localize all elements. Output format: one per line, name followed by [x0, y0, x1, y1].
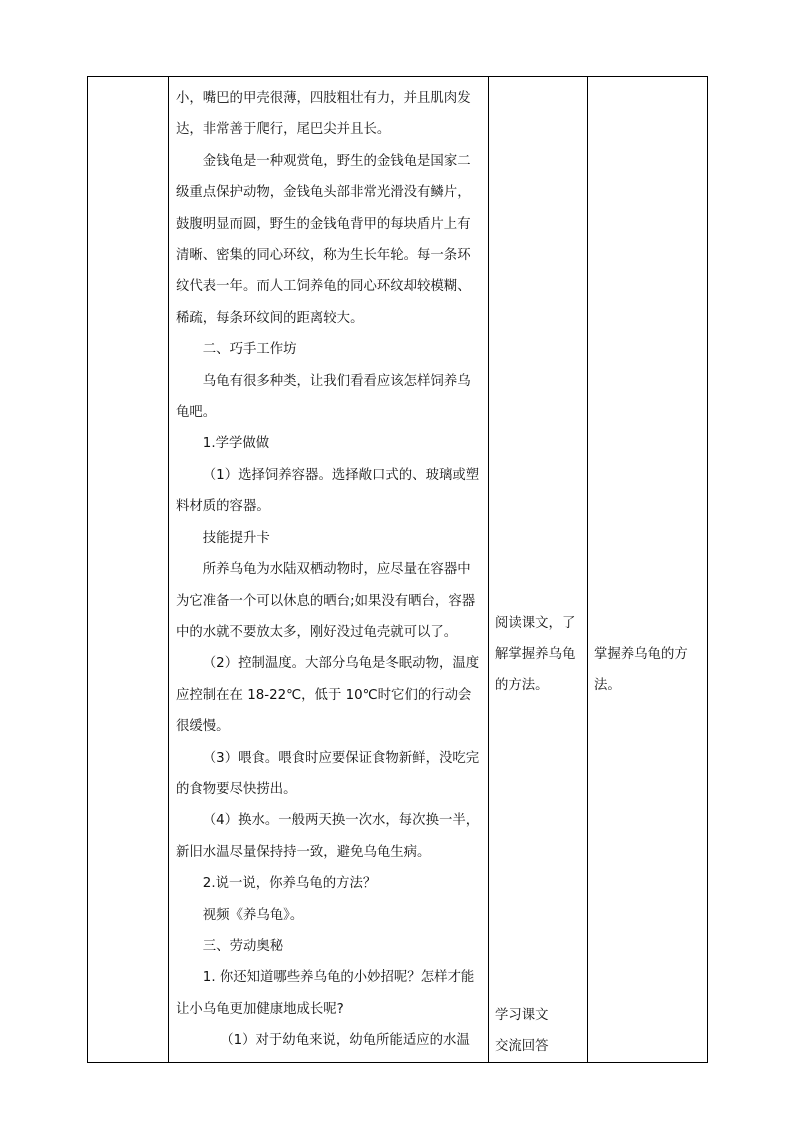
paragraph: （1）选择饲养容器。选择敞口式的、玻璃或塑料材质的容器。	[176, 467, 480, 515]
paragraph: 1. 你还知道哪些养乌龟的小妙招呢？怎样才能让小乌龟更加健康地成长呢?	[176, 970, 475, 1017]
lesson-plan-table	[87, 76, 708, 1063]
paragraph: （3）喂食。喂食时应要保证食物新鲜，没吃完的食物要尽快捞出。	[176, 750, 480, 797]
section-heading: 三、劳动奥秘	[202, 938, 284, 954]
student-activity-cell	[489, 77, 588, 1063]
blank-column-cell	[88, 77, 169, 1063]
paragraph: 所养乌龟为水陆双栖动物时，应尽量在容器中为它准备一个可以休息的晒台;如果没有晒台，容器中的水就不要放太多，刚好没过龟壳就可以了。	[176, 562, 476, 640]
section-heading: 二、巧手工作坊	[202, 342, 297, 358]
student-activity-line: 学习课文	[495, 1007, 549, 1023]
paragraph: 小，嘴巴的甲壳很薄，四肢粗壮有力，并且肌肉发达，非常善于爬行，尾巴尖并且长。	[176, 91, 471, 138]
paragraph: 金钱龟是一种观赏龟，野生的金钱龟是国家二级重点保护动物，金钱龟头部非常光滑没有鳞片，鼓腹明显而圆，野生的金钱龟背甲的每块盾片上有清晰、密集的同心环纹，称为生长年轮。每一条环纹代表一年。而人工饲养龟的同心环纹却较模糊、稀疏，每条环纹间的距离较大。	[176, 153, 471, 326]
paragraph: 乌龟有很多种类，让我们看看应该怎样饲养乌龟吧。	[176, 373, 471, 421]
student-activity-line: 交流回答	[495, 1038, 549, 1054]
teaching-content-cell	[169, 77, 489, 1063]
student-activity-text	[489, 702, 587, 1062]
design-intent-text: 掌握养乌龟的方法。	[594, 647, 688, 694]
design-intent-cell	[588, 77, 708, 1063]
teaching-content	[169, 77, 488, 1057]
student-activity-text: 阅读课文，了解掌握养乌龟的方法。	[495, 616, 576, 694]
paragraph: （1）对于幼龟来说，幼龟所能适应的水温	[220, 1033, 470, 1049]
paragraph: （2）控制温度。大部分乌龟是冬眠动物，温度应控制在在 18-22℃，低于 10℃时它们的行动会很缓慢。	[176, 656, 480, 735]
paragraph: （4）换水。一般两天换一次水，每次换一半，新旧水温尽量保持持一致，避免乌龟生病。	[176, 813, 480, 860]
paragraph: 视频《养乌龟》。	[202, 907, 304, 923]
sub-heading: 1.学学做做	[202, 436, 270, 452]
sub-heading: 2.说一说，你养乌龟的方法？	[202, 876, 377, 892]
sub-heading: 技能提升卡	[202, 530, 270, 546]
table-row	[88, 77, 708, 1063]
